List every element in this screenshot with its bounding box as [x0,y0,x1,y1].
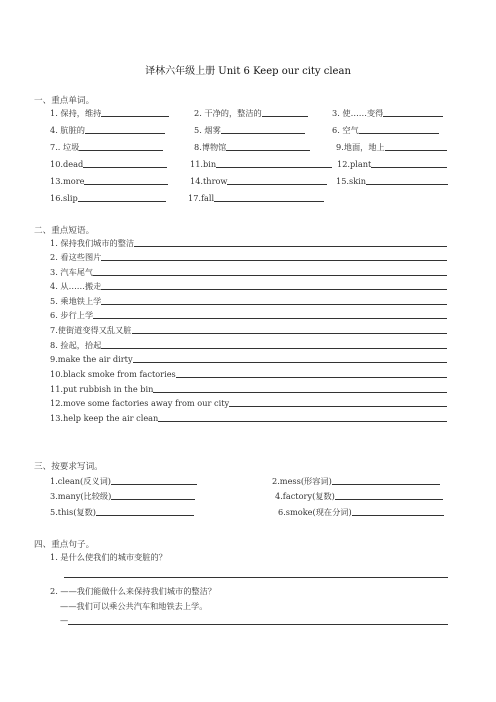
sentence-question: 1. 是什么使我们的城市变脏的？ [50,552,167,562]
word-item [332,125,439,136]
word-label: 11.bin [190,159,217,169]
answer-blank[interactable] [332,476,440,485]
word-label: 2. 干净的，整洁的 [194,108,262,118]
word-item [194,142,310,153]
answer-blank[interactable] [93,310,447,319]
word-item [188,193,324,204]
word-form-item [50,507,194,518]
phrase-label: 10.black smoke from factories [50,369,176,379]
word-item [50,108,169,119]
answer-blank[interactable] [158,413,447,422]
phrase-item [50,354,447,365]
word-item [190,176,327,187]
answer-blank[interactable] [101,340,447,349]
phrase-item [50,325,447,336]
word-item [50,159,167,170]
answer-blank[interactable] [83,159,167,168]
answer-blank[interactable] [111,491,195,500]
word-item [50,125,165,136]
word-item [194,125,305,136]
section-heading-phrases: 二、重点短语。 [34,226,95,236]
word-item [337,159,447,170]
word-label: 4. 肮脏的 [50,125,85,135]
word-item [50,176,168,187]
word-item [336,142,447,153]
phrase-label: 4. 从……搬走 [50,281,102,291]
answer-blank[interactable] [132,325,447,334]
answer-blank[interactable] [385,142,447,151]
section-heading-words: 一、重点单词。 [34,96,95,106]
answer-blank[interactable] [96,507,194,516]
phrase-label: 12.move some factories away from our city [50,398,230,408]
phrase-item [50,238,447,249]
word-form-item [50,476,197,487]
word-label: 1. 保持，维持 [50,108,102,118]
word-label: 10.dead [50,159,84,169]
word-item [190,159,332,170]
answer-blank[interactable] [133,354,447,363]
answer-blank[interactable] [226,142,310,151]
word-item [336,176,448,187]
phrase-item [50,296,447,307]
answer-blank[interactable] [84,176,168,185]
phrase-label: 2. 看这些图片 [50,252,102,262]
phrase-item [50,384,447,395]
word-form-item [50,491,195,502]
word-label: 5. 烟雾 [194,125,221,135]
answer-dash: — [60,615,69,625]
answer-blank[interactable] [352,507,444,516]
word-item [194,108,308,119]
answer-blank[interactable] [111,476,197,485]
word-label: 12.plant [337,159,372,169]
phrase-label: 3. 汽车尾气 [50,267,94,277]
phrase-label: 13.help keep the air clean [50,413,159,423]
answer-blank[interactable] [78,193,166,202]
word-form-label: 6.smoke(现在分词) [278,507,352,517]
word-label: 14.throw [190,176,228,186]
word-form-label: 2.mess(形容词) [272,476,332,486]
answer-line[interactable] [64,577,448,578]
answer-blank[interactable] [216,159,332,168]
answer-blank[interactable] [101,252,447,261]
phrase-label: 8. 捡起，拾起 [50,340,102,350]
word-label: 3. 使……变得 [332,108,384,118]
word-label: 13.more [50,176,85,186]
phrase-label: 6. 步行上学 [50,310,94,320]
word-item [50,193,166,204]
phrase-item [50,252,447,263]
sentence-answer: ——我们可以乘公共汽车和地铁去上学。 [60,601,208,611]
answer-blank[interactable] [101,281,447,290]
answer-blank[interactable] [101,108,169,117]
word-form-item [278,507,444,518]
word-label: 6. 空气 [332,125,359,135]
answer-blank[interactable] [134,238,447,247]
word-label: 17.fall [188,193,215,203]
answer-blank[interactable] [359,125,439,134]
phrase-item [50,398,447,409]
answer-blank[interactable] [101,296,447,305]
answer-blank[interactable] [79,142,163,151]
answer-blank[interactable] [371,159,447,168]
phrase-item [50,281,447,292]
phrase-item [50,413,447,424]
word-label: 8.博物馆 [194,142,227,152]
phrase-item [50,267,447,278]
word-form-label: 3.many(比较级) [50,491,112,501]
answer-blank[interactable] [366,176,448,185]
answer-blank[interactable] [214,193,324,202]
phrase-item [50,310,447,321]
phrase-item [50,340,447,351]
answer-blank[interactable] [229,398,447,407]
answer-line[interactable] [68,624,448,625]
word-label: 7.. 垃圾 [50,142,80,152]
word-item [50,142,163,153]
answer-blank[interactable] [335,491,443,500]
answer-blank[interactable] [383,108,443,117]
word-form-label: 4.factory(复数) [275,491,335,501]
phrase-label: 7.使街道变得又乱又脏 [50,325,132,335]
word-form-item [272,476,440,487]
word-label: 16.slip [50,193,78,203]
phrase-label: 9.make the air dirty [50,354,133,364]
word-label: 15.skin [336,176,367,186]
word-form-label: 1.clean(反义词) [50,476,111,486]
phrase-item [50,369,447,380]
answer-blank[interactable] [262,108,308,117]
answer-blank[interactable] [221,125,305,134]
answer-blank[interactable] [176,369,447,378]
word-label: 9.地面，地上 [336,142,385,152]
section-heading-sentences: 四、重点句子。 [34,540,95,550]
answer-blank[interactable] [227,176,327,185]
page-title: 译林六年级上册 Unit 6 Keep our city clean [145,66,351,77]
answer-blank[interactable] [93,267,447,276]
word-form-item [275,491,443,502]
phrase-label: 5. 乘地铁上学 [50,296,102,306]
sentence-question: 2. ——我们能做什么来保持我们城市的整洁？ [50,586,216,596]
answer-blank[interactable] [153,384,447,393]
answer-blank[interactable] [85,125,165,134]
phrase-label: 1. 保持我们城市的整洁 [50,238,135,248]
word-item [332,108,443,119]
section-heading-word-forms: 三、按要求写词。 [34,462,103,472]
word-form-label: 5.this(复数) [50,507,96,517]
phrase-label: 11.put rubbish in the bin [50,384,154,394]
